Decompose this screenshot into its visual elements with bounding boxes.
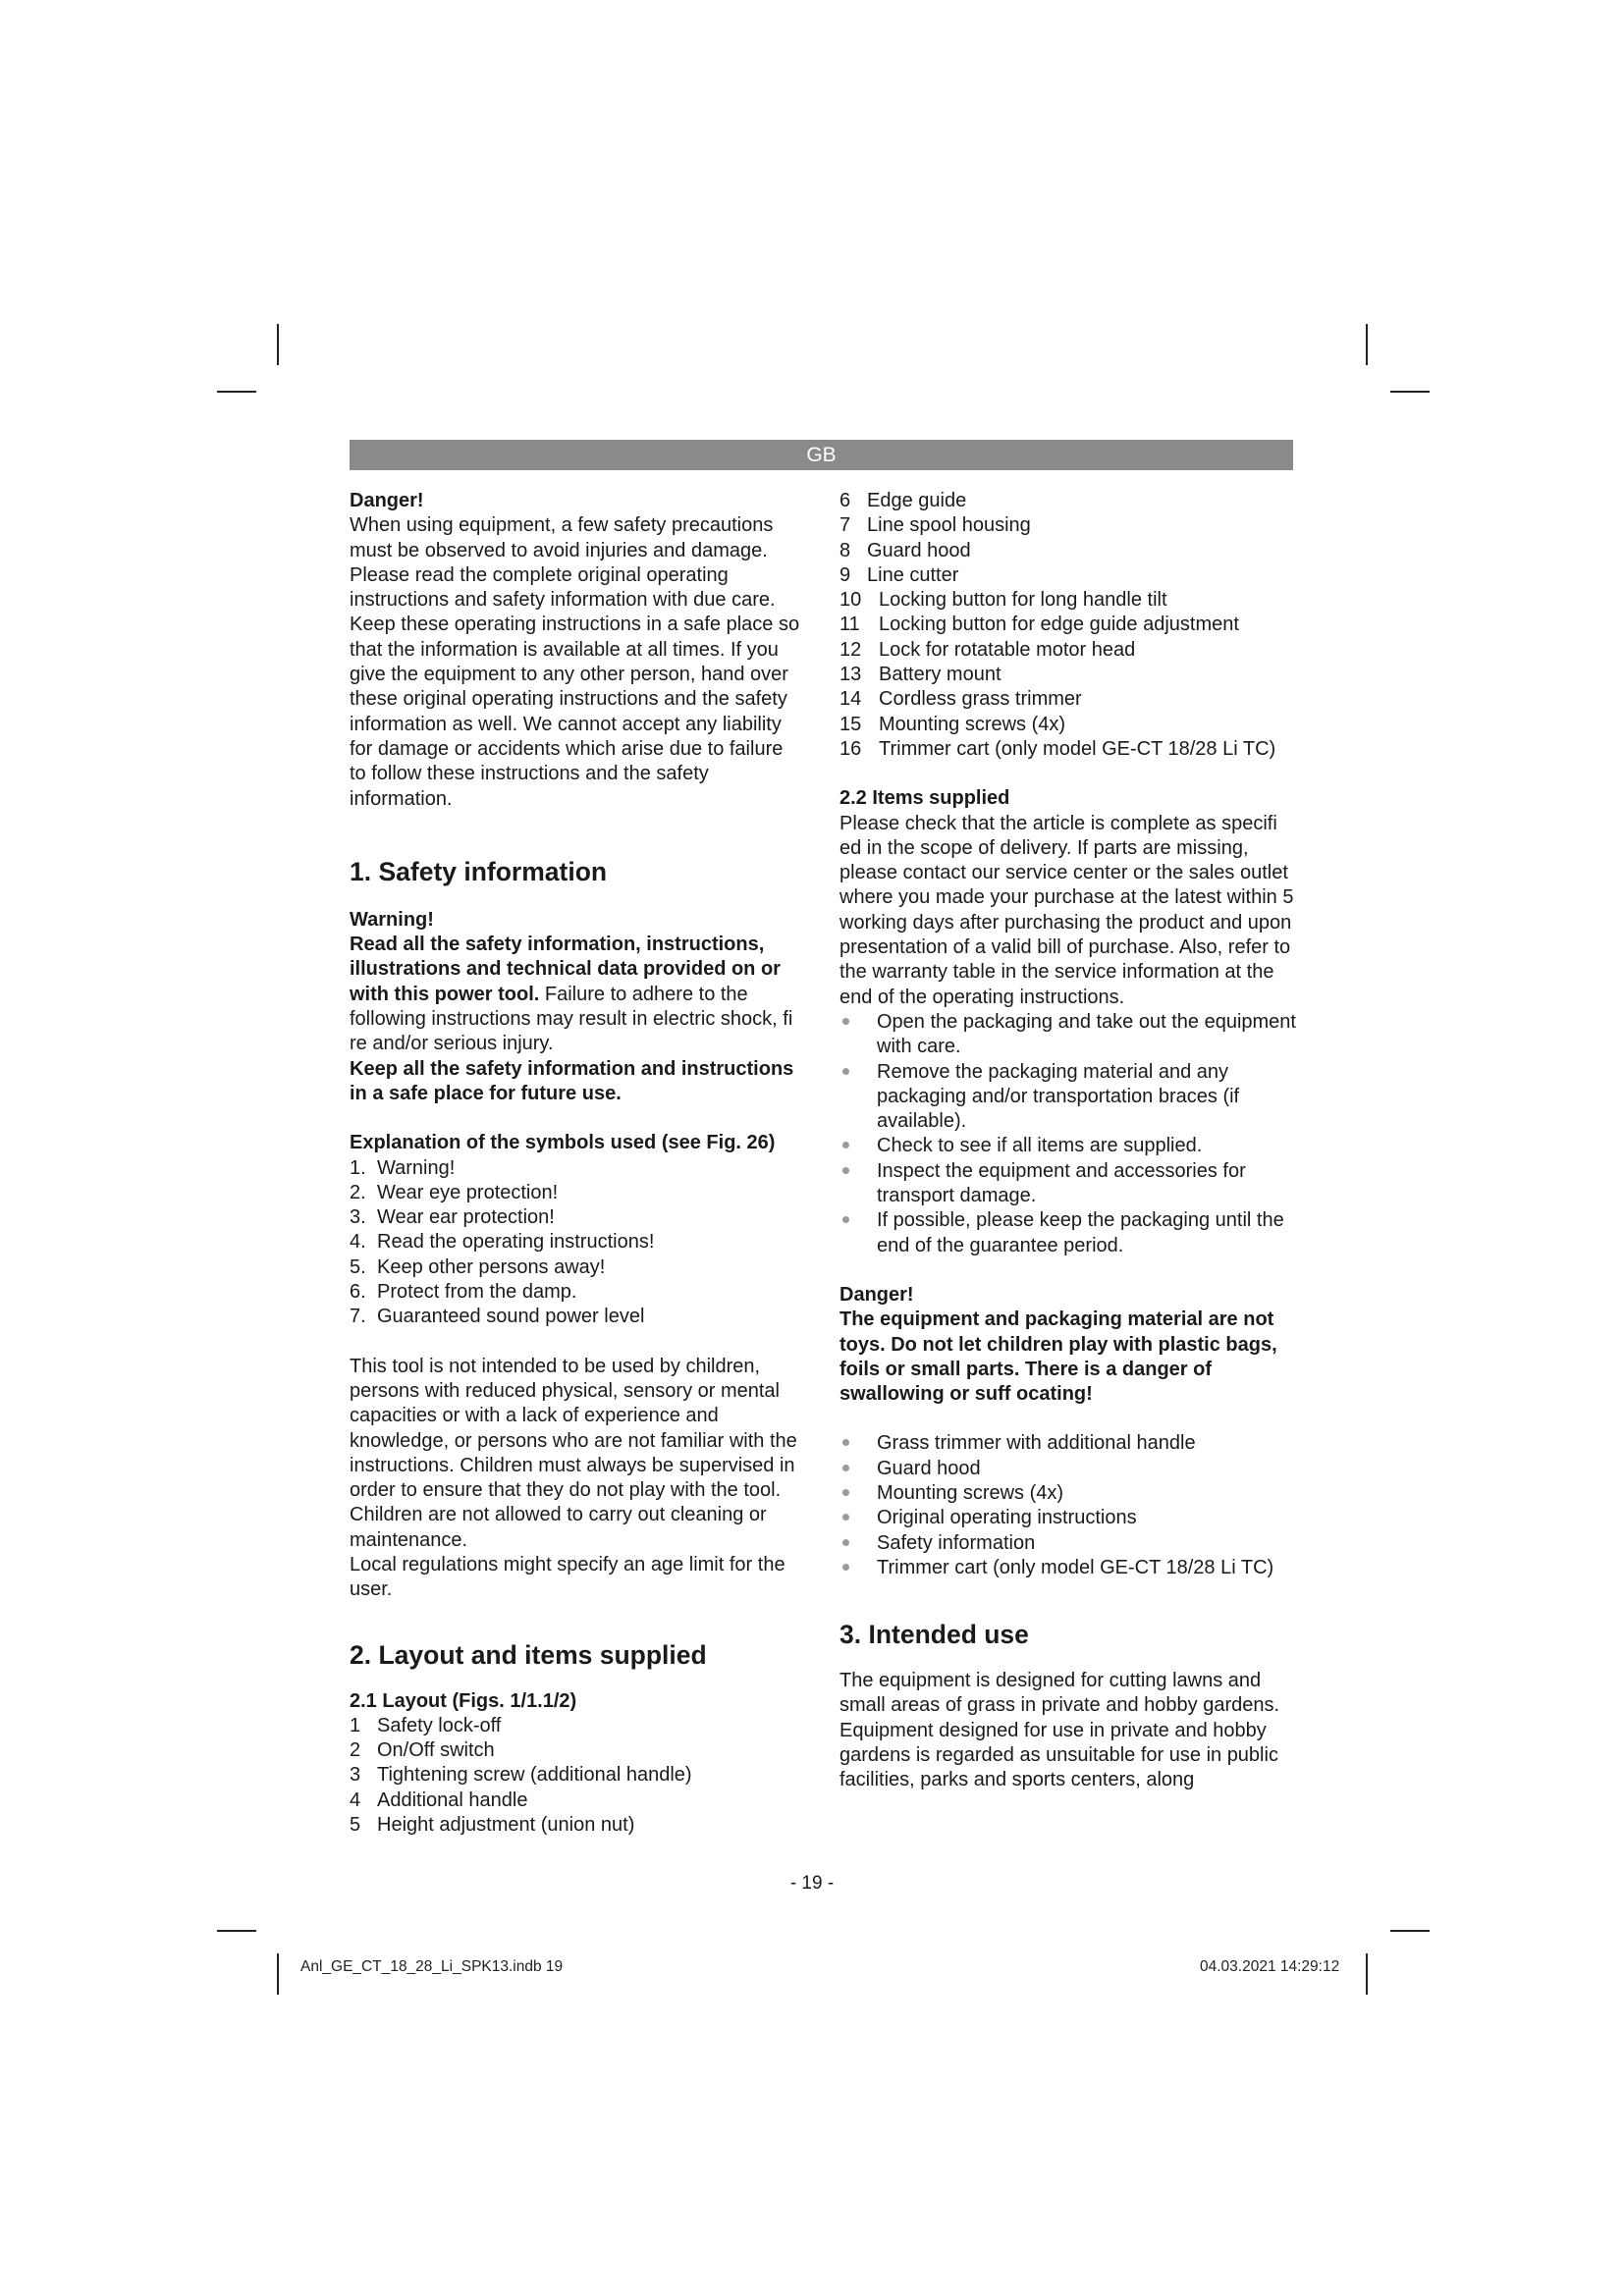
- language-header-bar: GB: [350, 440, 1293, 470]
- warning-bold-text: Read all the safety information, instructions, illustrations and technical data provided on or with this power tool.: [350, 934, 781, 1005]
- list-item: Original operating instructions: [839, 1506, 1296, 1530]
- list-item: Remove the packaging material and any packaging and/or transportation braces (if available).: [839, 1060, 1296, 1135]
- left-column: [350, 489, 803, 1838]
- bullet-icon: [839, 1457, 877, 1481]
- warning-text: Failure to adhere to the following instructions may result in electric shock, fi re and/or serious injury.: [350, 983, 793, 1055]
- list-item: Inspect the equipment and accessories for transport damage.: [839, 1159, 1296, 1209]
- section-heading-intended-use: 3. Intended use: [839, 1620, 1029, 1650]
- bullet-icon: [839, 1010, 877, 1060]
- crop-mark: [277, 324, 279, 365]
- intended-use-paragraph-2: Equipment designed for use in private and hobby gardens is regarded as unsuitable for use in public facilities, parks and sports centers, along: [839, 1719, 1278, 1791]
- crop-mark: [1366, 1953, 1368, 1995]
- crop-mark: [1390, 391, 1430, 393]
- list-item: 11 Locking button for edge guide adjustment: [839, 614, 1239, 636]
- list-item: Mounting screws (4x): [839, 1481, 1296, 1506]
- list-item: 15 Mounting screws (4x): [839, 713, 1066, 735]
- list-item: 3 Tightening screw (additional handle): [350, 1764, 692, 1787]
- list-item: 6. Protect from the damp.: [350, 1281, 577, 1304]
- bullet-icon: [839, 1556, 877, 1580]
- danger-paragraph: When using equipment, a few safety precautions must be observed to avoid injuries and damage. Please read the complete original operating instructions and safety information with due care. Keep these operating instructions in a safe place so that the information is available at all times. If you give the equipment to any other person, hand over these original operating instructions and the safety information as well. We cannot accept any liability for damage or accidents which arise due to failure to follow these instructions and the safety information.: [350, 514, 800, 810]
- bullet-icon: [839, 1208, 877, 1258]
- section-heading-layout: 2. Layout and items supplied: [350, 1639, 707, 1670]
- list-item: Check to see if all items are supplied.: [839, 1134, 1296, 1158]
- local-regulations-paragraph: Local regulations might specify an age limit for the user.: [350, 1553, 785, 1601]
- bullet-icon: [839, 1506, 877, 1530]
- list-item: Guard hood: [839, 1457, 1296, 1481]
- list-item: 2 On/Off switch: [350, 1739, 495, 1762]
- crop-mark: [217, 1930, 256, 1932]
- list-item: If possible, please keep the packaging until the end of the guarantee period.: [839, 1208, 1296, 1258]
- list-item: 9 Line cutter: [839, 563, 959, 586]
- list-item: Safety information: [839, 1531, 1296, 1556]
- section-heading-safety: 1. Safety information: [350, 856, 608, 886]
- danger-heading: Danger!: [839, 1283, 914, 1306]
- bullet-icon: [839, 1431, 877, 1456]
- crop-mark: [1366, 324, 1368, 365]
- list-item: 5. Keep other persons away!: [350, 1255, 606, 1278]
- items-supplied-heading: 2.2 Items supplied: [839, 787, 1010, 810]
- list-item: Open the packaging and take out the equipment with care.: [839, 1010, 1296, 1060]
- right-column: [839, 489, 1296, 1793]
- layout-subheading: 2.1 Layout (Figs. 1/1.1/2): [350, 1689, 577, 1712]
- danger-bold-paragraph: The equipment and packaging material are not toys. Do not let children play with plastic bags, foils or small parts. There is a danger of swallowing or suff ocating!: [839, 1308, 1277, 1406]
- keep-instructions-text: Keep all the safety information and instructions in a safe place for future use.: [350, 1057, 794, 1104]
- list-item: 14 Cordless grass trimmer: [839, 688, 1082, 711]
- list-item: Grass trimmer with additional handle: [839, 1431, 1296, 1456]
- symbols-heading: Explanation of the symbols used (see Fig. 26): [350, 1132, 776, 1154]
- crop-mark: [217, 391, 256, 393]
- intended-use-paragraph: The equipment is designed for cutting lawns and small areas of grass in private and hobby gardens.: [839, 1670, 1280, 1717]
- bullet-icon: [839, 1159, 877, 1209]
- layout-list-continued: [839, 489, 1296, 762]
- list-item: 1 Safety lock-off: [350, 1714, 502, 1736]
- bullet-icon: [839, 1481, 877, 1506]
- list-item: 6 Edge guide: [839, 490, 967, 511]
- list-item: 8 Guard hood: [839, 539, 971, 561]
- list-item: 7 Line spool housing: [839, 514, 1031, 537]
- bullet-icon: [839, 1531, 877, 1556]
- layout-list: [350, 1714, 803, 1838]
- bullet-icon: [839, 1060, 877, 1135]
- warning-heading: Warning!: [350, 908, 434, 931]
- bullet-icon: [839, 1134, 877, 1158]
- items-supplied-paragraph: Please check that the article is complete as specifi ed in the scope of delivery. If parts are missing, please contact our service center or the sales outlet where you made your purchase at the latest within 5 working days after purchasing the product and upon presentation of a valid bill of purchase. Also, refer to the warranty table in the service information at the end of the operating instructions.: [839, 812, 1294, 1008]
- list-item: 10 Locking button for long handle tilt: [839, 589, 1167, 612]
- page-number: - 19 -: [789, 1873, 835, 1894]
- list-item: 13 Battery mount: [839, 664, 1001, 686]
- list-item: 4. Read the operating instructions!: [350, 1231, 655, 1254]
- list-item: 7. Guaranteed sound power level: [350, 1306, 645, 1328]
- crop-mark: [277, 1953, 279, 1995]
- list-item: 5 Height adjustment (union nut): [350, 1814, 635, 1837]
- footer-timestamp: 04.03.2021 14:29:12: [1200, 1958, 1340, 1975]
- list-item: 1. Warning!: [350, 1156, 456, 1179]
- danger-heading: Danger!: [350, 490, 424, 511]
- contents-list: [839, 1431, 1296, 1580]
- list-item: Trimmer cart (only model GE-CT 18/28 Li TC): [839, 1556, 1296, 1580]
- footer-filename: Anl_GE_CT_18_28_Li_SPK13.indb 19: [300, 1958, 564, 1975]
- list-item: 2. Wear eye protection!: [350, 1181, 559, 1203]
- warning-paragraph: [350, 933, 803, 1056]
- crop-mark: [1390, 1930, 1430, 1932]
- list-item: 12 Lock for rotatable motor head: [839, 638, 1136, 661]
- list-item: 3. Wear ear protection!: [350, 1206, 555, 1229]
- unpacking-list: [839, 1010, 1296, 1258]
- children-paragraph: This tool is not intended to be used by children, persons with reduced physical, sensory or mental capacities or with a lack of experience and knowledge, or persons who are not familiar with the instructions. Children must always be supervised in order to ensure that they do not play with the tool. Children are not allowed to carry out cleaning or maintenance.: [350, 1355, 797, 1551]
- list-item: 16 Trimmer cart (only model GE-CT 18/28 Li TC): [839, 737, 1276, 760]
- list-item: 4 Additional handle: [350, 1789, 528, 1811]
- symbols-list: [350, 1156, 803, 1330]
